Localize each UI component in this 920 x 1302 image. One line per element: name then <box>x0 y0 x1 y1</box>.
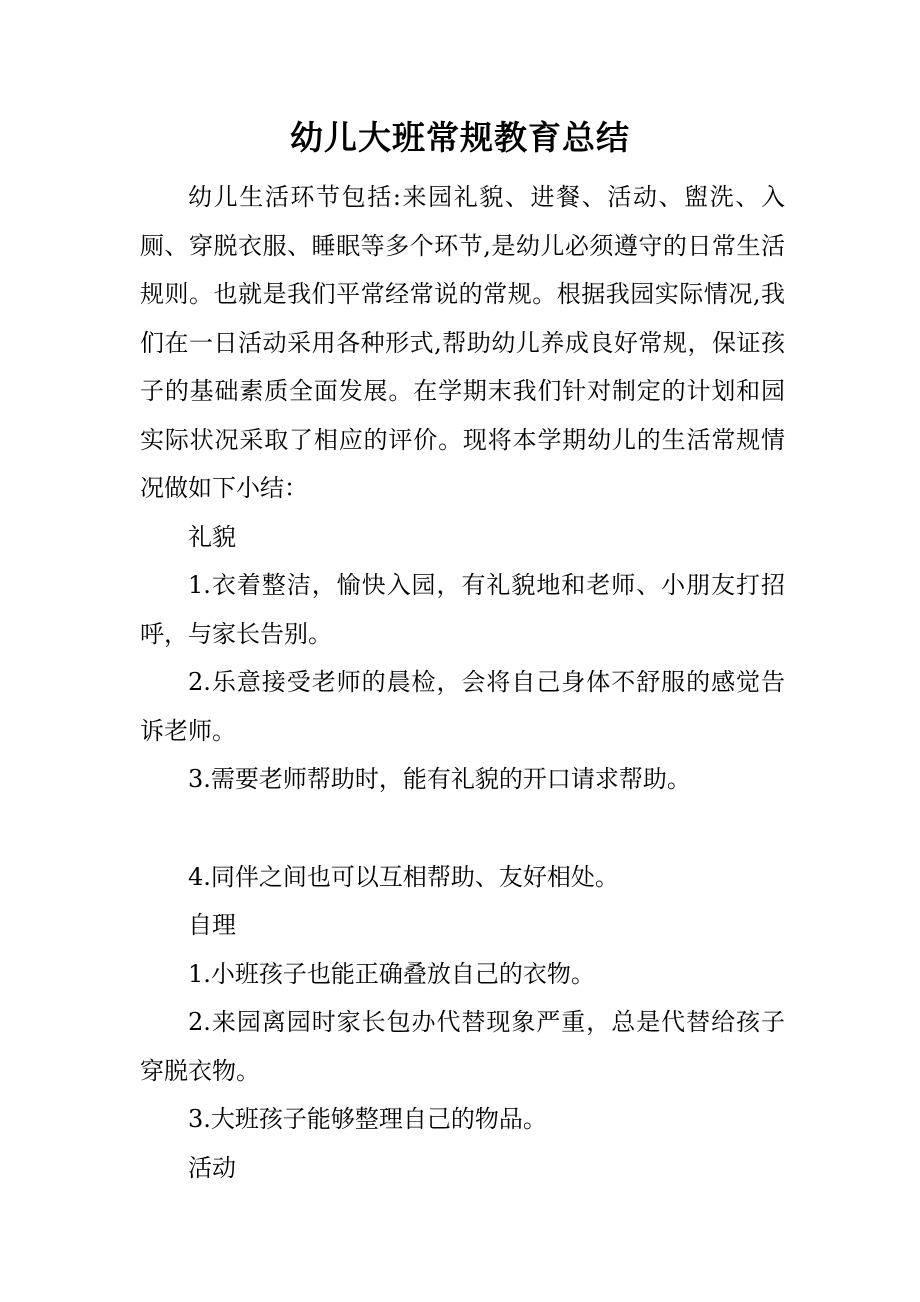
document-title: 幼儿大班常规教育总结 <box>290 118 630 157</box>
manners-item-3: 3.需要老师帮助时，能有礼貌的开口请求帮助。 <box>188 765 691 793</box>
section-heading-manners: 礼貌 <box>188 522 236 551</box>
self-care-item-3: 3.大班孩子能够整理自己的物品。 <box>188 1105 547 1133</box>
self-care-item-2: 2.来园离园时家长包办代替现象严重，总是代替给孩子穿脱衣物。 <box>140 1008 785 1085</box>
manners-item-2: 2.乐意接受老师的晨检，会将自己身体不舒服的感觉告诉老师。 <box>140 668 785 745</box>
section-heading-self-care: 自理 <box>188 911 236 939</box>
intro-paragraph: 幼儿生活环节包括:来园礼貌、进餐、活动、盥洗、入厕、穿脱衣服、睡眠等多个环节,是幼儿必须遵守的日常生活规则。也就是我们平常经常说的常规。根据我园实际情况,我们在一日活动采用各种形式,帮助幼儿养成良好常规，保证孩子的基础素质全面发展。在学期末我们针对制定的计划和园实际状况采取了相应的评价。现将本学期幼儿的生活常规情况做如下小结： <box>140 183 785 502</box>
section-heading-activities: 活动 <box>188 1153 236 1182</box>
paragraph-gap <box>140 804 785 853</box>
manners-item-1: 1.衣着整洁，愉快入园，有礼貌地和老师、小朋友打招呼，与家长告别。 <box>140 571 785 648</box>
self-care-item-1: 1.小班孩子也能正确叠放自己的衣物。 <box>188 959 595 988</box>
document-body <box>140 173 785 1192</box>
manners-item-4: 4.同伴之间也可以互相帮助、友好相处。 <box>188 862 619 891</box>
